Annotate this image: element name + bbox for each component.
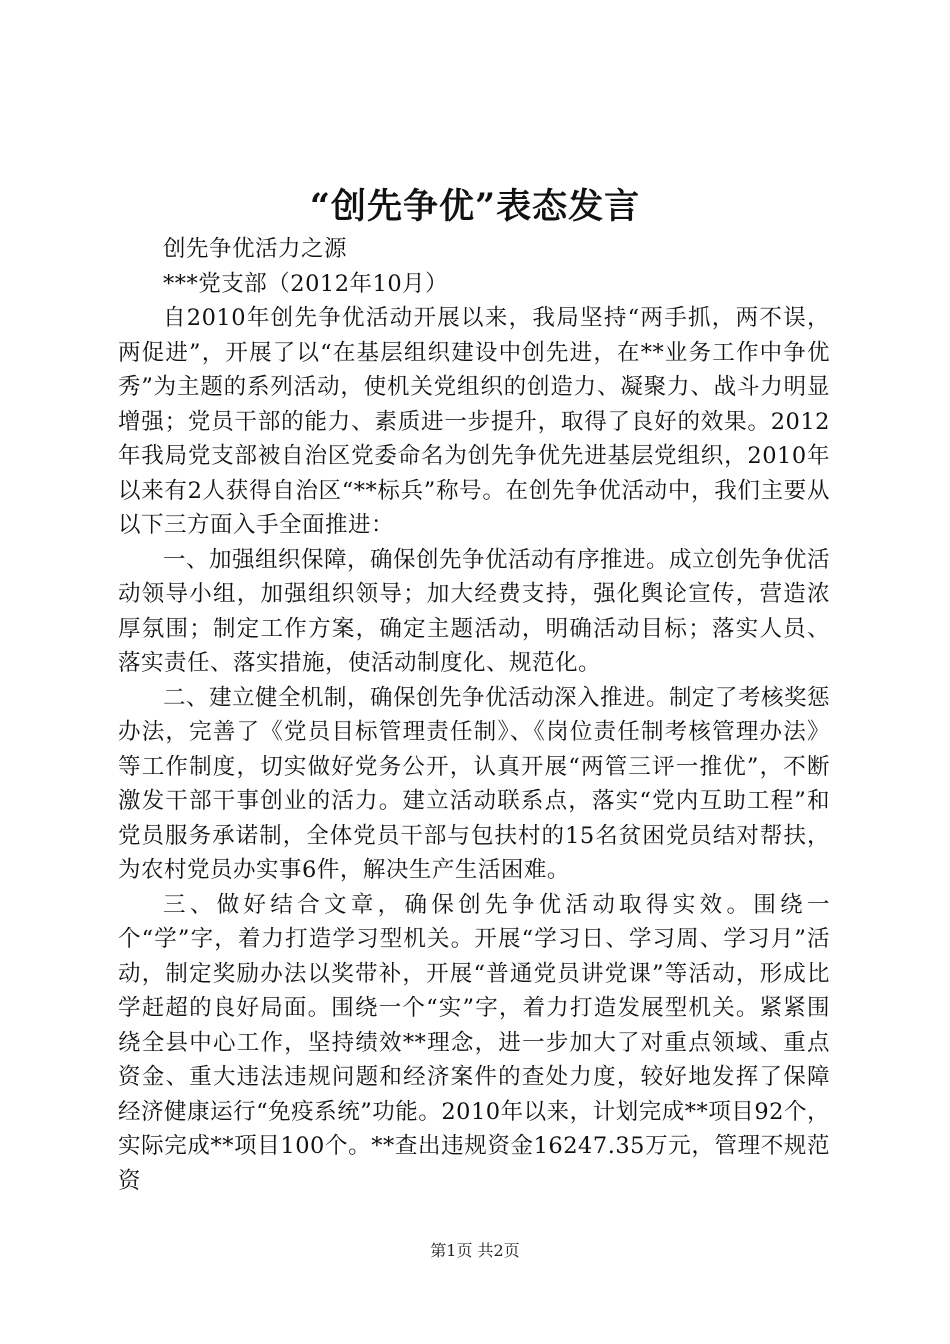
section-three-paragraph: 三、做好结合文章，确保创先争优活动取得实效。围绕一个“学”字，着力打造学习型机关。开展“学习日、学习周、学习月”活动，制定奖励办法以奖带补，开展“普通党员讲党课”等活动，形成比学赶超的良好局面。围绕一个“实”字，着力打造发展型机关。紧紧围绕全县中心工作，坚持绩效**理念，进一步加大了对重点领域、重点资金、重大违法违规问题和经济案件的查处力度，较好地发挥了保障经济健康运行“免疫系统”功能。2010年以来，计划完成**项目92个，实际完成**项目100个。**查出违规资金16247.35万元，管理不规范资 — [118, 891, 830, 1194]
page-footer: 第1页 共2页 — [430, 1241, 520, 1260]
document-body — [118, 232, 830, 1198]
department-line: ***党支部（2012年10月） — [163, 270, 449, 297]
section-two-paragraph: 二、建立健全机制，确保创先争优活动深入推进。制定了考核奖惩办法，完善了《党员目标管理责任制》、《岗位责任制考核管理办法》等工作制度，切实做好党务公开，认真开展“两管三评一推优”，不断激发干部干事创业的活力。建立活动联系点，落实“党内互助工程”和党员服务承诺制，全体党员干部与包扶村的15名贫困党员结对帮扶，为农村党员办实事6件，解决生产生活困难。 — [118, 684, 831, 883]
section-one-paragraph: 一、加强组织保障，确保创先争优活动有序推进。成立创先争优活动领导小组，加强组织领导；加大经费支持，强化舆论宣传，营造浓厚氛围；制定工作方案，确定主题活动，明确活动目标；落实人员、落实责任、落实措施，使活动制度化、规范化。 — [118, 546, 831, 676]
document-title: “创先争优”表态发言 — [309, 186, 641, 227]
intro-paragraph: 自2010年创先争优活动开展以来，我局坚持“两手抓，两不误，两促进”，开展了以“在基层组织建设中创先进，在**业务工作中争优秀”为主题的系列活动，使机关党组织的创造力、凝聚力、战斗力明显增强；党员干部的能力、素质进一步提升，取得了良好的效果。2012年我局党支部被自治区党委命名为创先争优先进基层党组织，2010年以来有2人获得自治区“**标兵”称号。在创先争优活动中，我们主要从以下三方面入手全面推进： — [118, 305, 830, 538]
subtitle-line: 创先争优活力之源 — [163, 236, 348, 262]
